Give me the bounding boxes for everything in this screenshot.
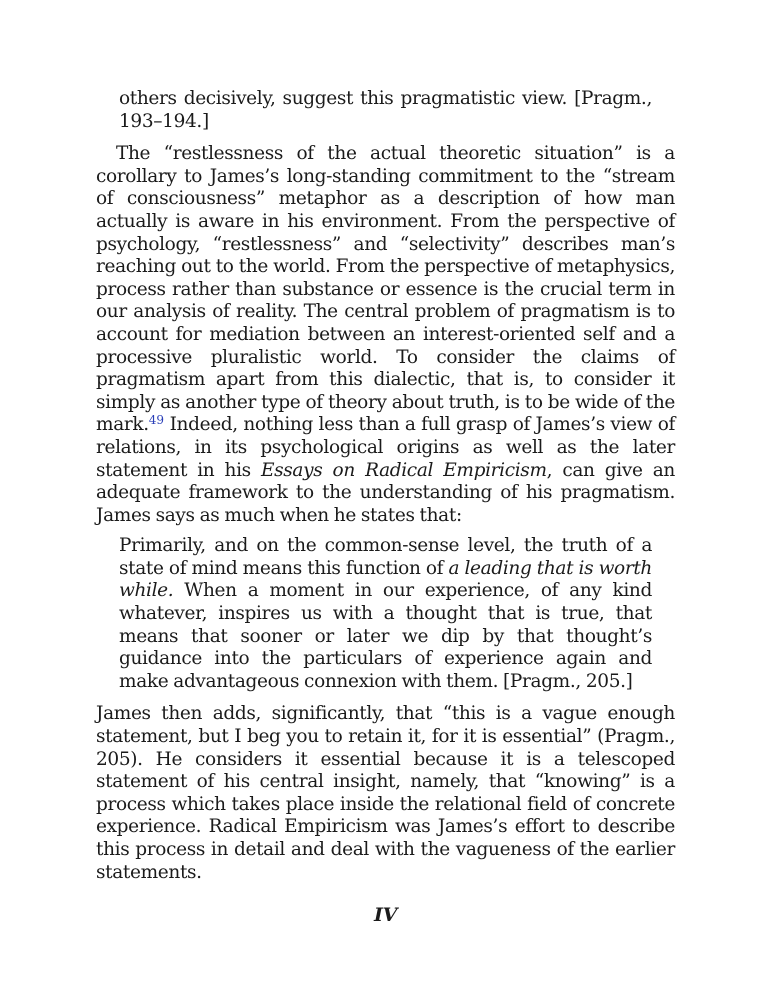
block-quote-truth (119, 535, 652, 693)
block-quote-pragmatism (119, 88, 652, 133)
quote-text: Primarily, and on the common-sense level, the truth of a state of mind means this function of (119, 535, 652, 579)
document-page (96, 88, 675, 927)
quote-italic-phrase: a leading that is worth while. (119, 557, 652, 602)
paragraph-text: Indeed, nothing less than a full grasp of James’s view of relations, in its psychological origins as well as the later statement in his (96, 414, 675, 481)
section-heading: IV (374, 904, 397, 927)
block-quote-text: others decisively, suggest this pragmatistic view. [Pragm., 193–194.] (119, 88, 652, 132)
book-title-italic: Essays on Radical Empiricism (260, 459, 547, 481)
body-paragraph-james-adds: James then adds, significantly, that “this is a vague enough statement, but I beg you to retain it, for it is essential” (Pragm., 205). He considers it essential because it is a telescoped statement of his central insight, namely, that “knowing” is a process which takes place inside the relational field of concrete experience. Radical Empiricism was James’s effort to describe this process in detail and deal with the vagueness of the earlier statements. (96, 703, 675, 883)
footnote-reference-49[interactable]: 49 (148, 413, 165, 428)
paragraph-text: , can give an adequate framework to the understanding of his pragmatism. James says as much when he states that: (96, 459, 675, 526)
body-paragraph-restlessness (96, 143, 675, 527)
quote-text: When a moment in our experience, of any kind whatever, inspires us with a thought that is true, that means that sooner or later we dip by that thought’s guidance into the particulars of experience again and make advantageous connexion with them. [Pragm., 205.] (119, 580, 652, 692)
paragraph-text: The “restlessness of the actual theoretic situation” is a corollary to James’s long-standing commitment to the “stream of consciousness” metaphor as a description of how man actually is aware in his environment. From the perspective of psychology, “restlessness” and “selectivity” describes man’s reaching out to the world. From the perspective of metaphysics, process rather than substance or essence is the crucial term in our analysis of reality. The central problem of pragmatism is to account for mediation between an interest-oriented self and a processive pluralistic world. To consider the claims of pragmatism apart from this dialectic, that is, to consider it simply as another type of theory about truth, is to be wide of the mark. (96, 143, 675, 436)
block-quote-text (119, 535, 652, 693)
